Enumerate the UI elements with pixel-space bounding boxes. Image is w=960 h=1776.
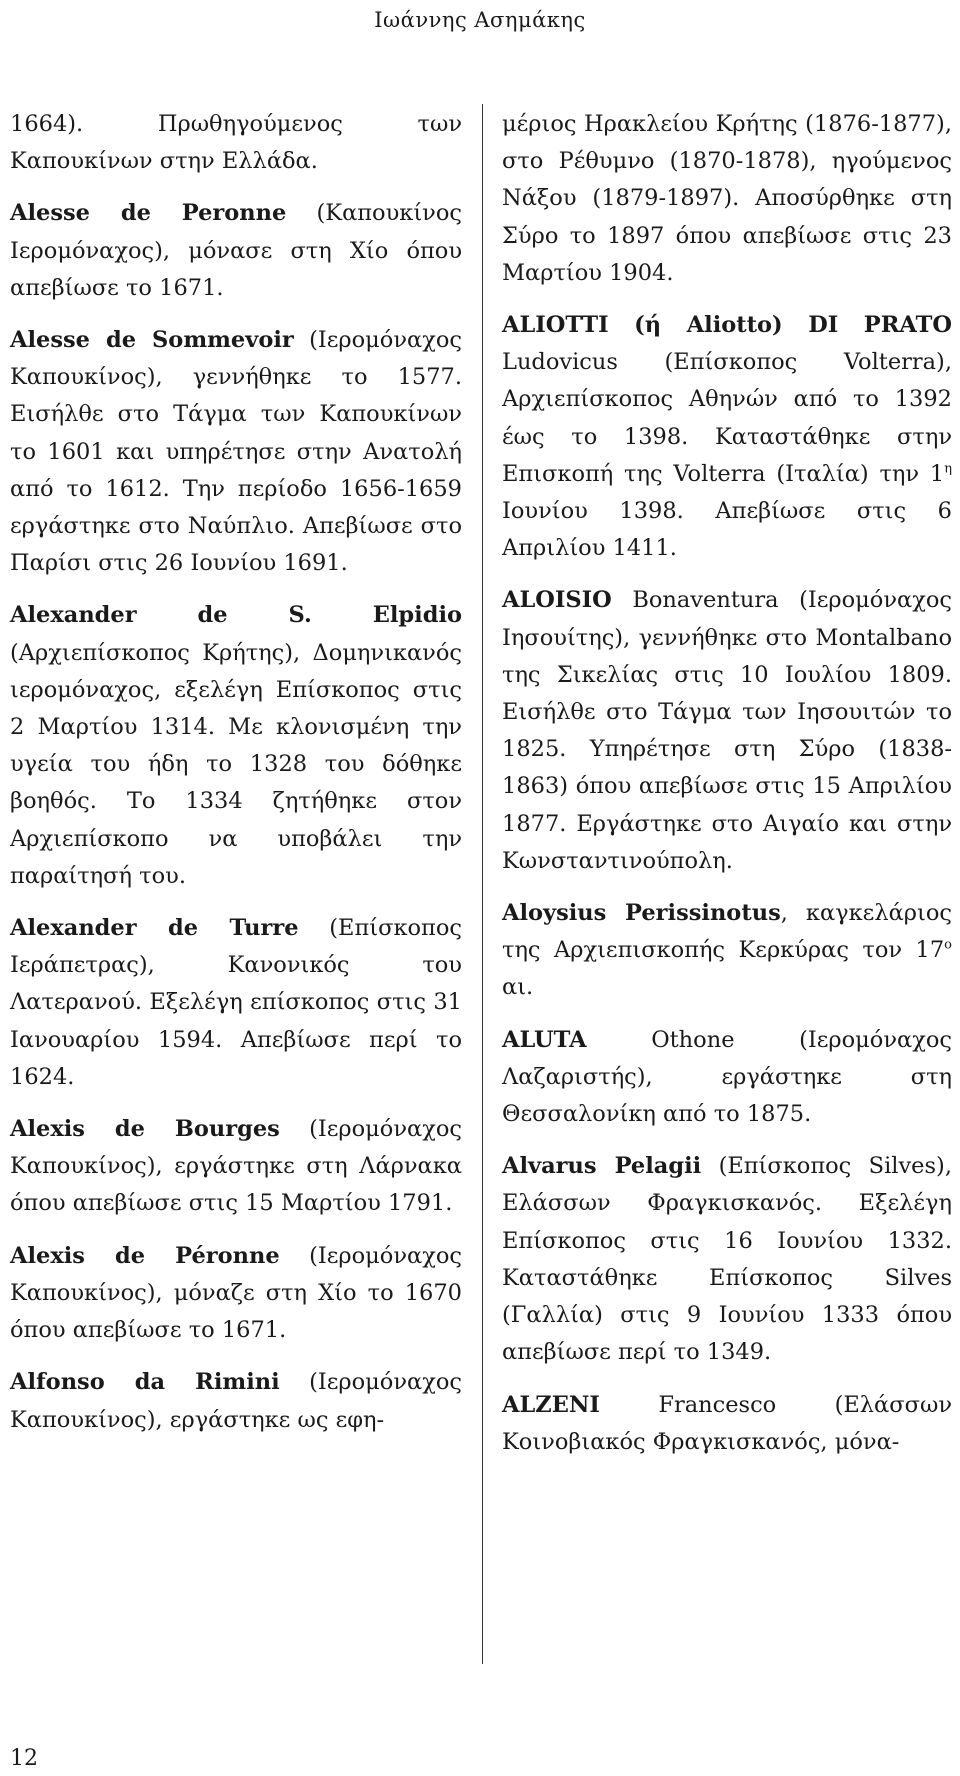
entry-text-end: αι. bbox=[502, 974, 534, 1001]
entry-text: (Καπουκίνος Ιερομόναχος), μόνασε στη Χίο όπου απεβίωσε το 1671. bbox=[10, 200, 462, 301]
entry-text: , καγκελάριος της Αρχιεπισκοπής Κερκύρας τον 17 bbox=[502, 900, 952, 964]
entry-headword: Alesse de Peronne bbox=[10, 200, 287, 227]
entry-continuation bbox=[10, 106, 462, 180]
page-number: 12 bbox=[10, 1746, 38, 1771]
entry-alesse-de-sommevoir bbox=[10, 322, 462, 582]
entry-alexis-de-peronne bbox=[10, 1238, 462, 1350]
ordinal-superscript: ο bbox=[944, 937, 952, 953]
entry-alzeni bbox=[502, 1387, 952, 1461]
entry-text: (Ιερομόναχος Καπουκίνος), γεννήθηκε το 1577. Εισήλθε στο Τάγμα των Καπουκίνων το 1601 και υπηρέτησε στην Ανατολή από το 1612. Την περίοδο 1656-1659 εργάστηκε στο Ναύπλιο. Απεβίωσε στο Παρίσι στις 26 Ιουνίου 1691. bbox=[10, 327, 462, 577]
right-column bbox=[502, 106, 952, 1476]
entry-text-end: Ιουνίου 1398. Απεβίωσε στις 6 Απριλίου 1411. bbox=[502, 498, 952, 562]
entry-headword: Alexander de S. Elpidio bbox=[10, 602, 462, 629]
ordinal-superscript: η bbox=[944, 461, 952, 477]
running-header: Ιωάννης Ασημάκης bbox=[374, 8, 586, 32]
entry-headword: ALZENI bbox=[502, 1391, 600, 1418]
entry-aliotti-di-prato bbox=[502, 307, 952, 567]
entry-text: Francesco (Ελάσσων Κοινοβιακός Φραγκισκανός, μόνα- bbox=[502, 1391, 952, 1455]
entry-text: 1664). Πρωθηγούμενος των Καπουκίνων στην Ελλάδα. bbox=[10, 111, 462, 175]
entry-alexander-de-turre bbox=[10, 910, 462, 1096]
entry-text: (Ιερομόναχος Καπουκίνος), μόναζε στη Χίο το 1670 όπου απεβίωσε το 1671. bbox=[10, 1242, 463, 1344]
entry-aluta bbox=[502, 1022, 952, 1134]
entry-headword: Alesse de Sommevoir bbox=[10, 327, 294, 354]
entry-alfonso-da-rimini bbox=[10, 1364, 462, 1438]
entry-alesse-de-peronne bbox=[10, 195, 462, 307]
entry-headword: Aloysius Perissinotus bbox=[502, 900, 781, 927]
entry-headword: ALUTA bbox=[502, 1026, 587, 1053]
left-column bbox=[10, 106, 462, 1454]
entry-text: Bonaventura (Ιερομόναχος Ιησουίτης), γεννήθηκε στο Montalbano της Σικελίας στις 10 Ιουλίου 1809. Εισήλθε στο Τάγμα των Ιησουιτών το 1825. Υπηρέτησε στη Σύρο (1838-1863) όπου απεβίωσε στις 15 Απριλίου 1877. Εργάστηκε στο Αιγαίο και στην Κωνσταντινούπολη. bbox=[502, 587, 952, 874]
entry-headword: Alexis de Bourges bbox=[10, 1116, 280, 1143]
entry-headword: Alexis de Péronne bbox=[10, 1242, 280, 1269]
entry-aloisio bbox=[502, 582, 952, 880]
entry-headword: Alfonso da Rimini bbox=[10, 1369, 280, 1396]
entry-text: (Ιερομόναχος Καπουκίνος), εργάστηκε ως εφη- bbox=[10, 1369, 462, 1433]
entry-text: (Επίσκοπος Silves), Ελάσσων Φραγκισκανός. Εξελέγη Επίσκοπος στις 16 Ιουνίου 1332. Καταστάθηκε Επίσκοπος Silves (Γαλλία) στις 9 Ιουνίου 1333 όπου απεβίωσε περί το 1349. bbox=[502, 1153, 952, 1366]
entry-text: (Επίσκοπος Ιεράπετρας), Κανονικός του Λατερανού. Εξελέγη επίσκοπος στις 31 Ιανουαρίου 1594. Απεβίωσε περί το 1624. bbox=[10, 915, 462, 1090]
entry-headword: ALIOTTI (ή Aliotto) DI PRATO bbox=[502, 312, 952, 339]
entry-text: μέριος Ηρακλείου Κρήτης (1876-1877), στο Ρέθυμνο (1870-1878), ηγούμενος Νάξου (1879-1897). Αποσύρθηκε στη Σύρο το 1897 όπου απεβίωσε στις 23 Μαρτίου 1904. bbox=[502, 111, 952, 286]
entry-headword: Alvarus Pelagii bbox=[502, 1153, 702, 1180]
entry-text: (Αρχιεπίσκοπος Κρήτης), Δομηνικανός ιερομόναχος, εξελέγη Επίσκοπος στις 2 Μαρτίου 1314. Με κλονισμένη την υγεία του ήδη το 1328 του δόθηκε βοηθός. Το 1334 ζητήθηκε στον Αρχιεπίσκοπο να υποβάλει την παραίτησή του. bbox=[10, 639, 462, 889]
entry-text: Othone (Ιερομόναχος Λαζαριστής), εργάστηκε στη Θεσσαλονίκη από το 1875. bbox=[502, 1026, 952, 1128]
entry-alexis-de-bourges bbox=[10, 1111, 462, 1223]
entry-text: Ludovicus (Επίσκοπος Volterra), Αρχιεπίσκοπος Αθηνών από το 1392 έως το 1398. Καταστάθηκε στην Επισκοπή της Volterra (Ιταλία) την 1 bbox=[502, 349, 952, 487]
entry-headword: Alexander de Turre bbox=[10, 915, 299, 942]
entry-alexander-de-s-elpidio bbox=[10, 597, 462, 895]
entry-aloysius-perissinotus bbox=[502, 895, 952, 1007]
entry-alvarus-pelagii bbox=[502, 1148, 952, 1371]
entry-continuation bbox=[502, 106, 952, 292]
column-divider bbox=[482, 104, 483, 1664]
entry-headword: ALOISIO bbox=[502, 587, 612, 614]
entry-text: (Ιερομόναχος Καπουκίνος), εργάστηκε στη Λάρνακα όπου απεβίωσε στις 15 Μαρτίου 1791. bbox=[10, 1116, 462, 1217]
